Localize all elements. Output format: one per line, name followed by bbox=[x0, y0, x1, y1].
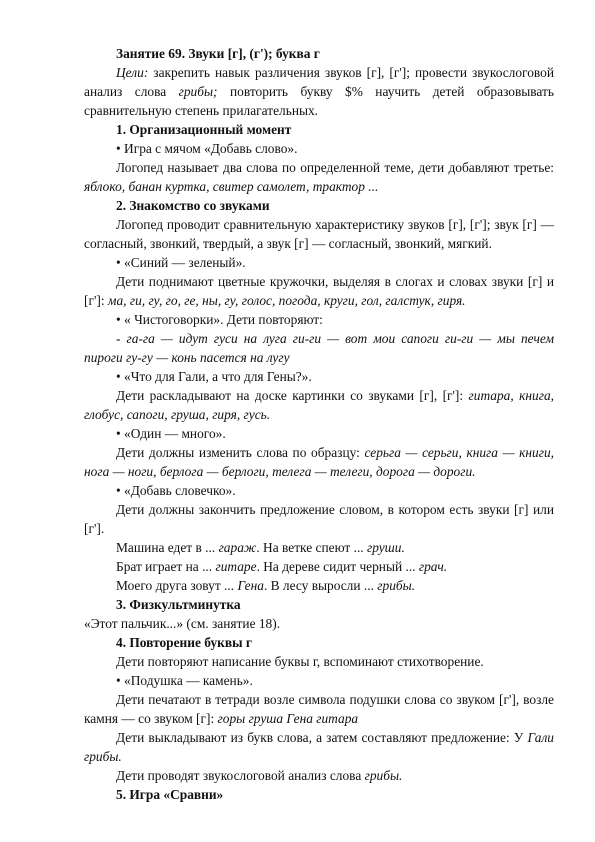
game3-text: Дети раскладывают на доске картинки со звуками [г], [г']: bbox=[116, 388, 469, 403]
section-1-text bbox=[84, 158, 554, 196]
chistogovorki-text: - га-га — идут гуси на луга ги-ги — вот мои сапоги ги-ги — мы печем пироги гу-гу — конь пасется на лугу bbox=[84, 331, 554, 365]
sentence-part: Брат играет на ... bbox=[116, 559, 216, 574]
sentence-part: . На ветке спеют ... bbox=[256, 540, 367, 555]
sentence-answer: груши. bbox=[367, 540, 405, 555]
section-4-heading: 4. Повторение буквы г bbox=[116, 635, 252, 650]
sentence-building-text: Дети выкладывают из букв слова, а затем составляют предложение: У bbox=[116, 730, 528, 745]
game-podushka-kamen: • «Подушка — камень». bbox=[116, 673, 253, 688]
podushka-text: Дети печатают в тетради возле символа подушки слова со звуком [г'], возле камня — со звуком [г]: bbox=[84, 692, 554, 726]
section-1-heading: 1. Организационный момент bbox=[116, 122, 292, 137]
game-sinij-zelenyj: • «Синий — зеленый». bbox=[116, 255, 246, 270]
game1-text: Дети поднимают цветные кружочки, выделяя в слогах и словах звуки [г] и [г']: bbox=[84, 274, 554, 308]
sentence-answer: грибы. bbox=[377, 578, 416, 593]
game-sinij-zelenyj-text bbox=[84, 272, 554, 310]
section-4-text: Дети повторяют написание буквы г, вспоминают стихотворение. bbox=[116, 654, 484, 669]
section-1-game: • Игра с мячом «Добавь слово». bbox=[116, 141, 298, 156]
sentence-part: . На дереве сидит черный ... bbox=[256, 559, 419, 574]
sentence-line bbox=[84, 557, 554, 576]
goals-text: закрепить навык различения звуков [г], [г']; провести звукослоговой анализ слова bbox=[84, 65, 554, 99]
section-3-heading: 3. Физкультминутка bbox=[116, 597, 241, 612]
sentence-part: Моего друга зовут ... bbox=[116, 578, 238, 593]
game4-text: Дети должны изменить слова по образцу: bbox=[116, 445, 365, 460]
sentence-building-words: Гали грибы. bbox=[84, 730, 554, 764]
sound-analysis-text: Дети проводят звукослоговой анализ слова bbox=[116, 768, 365, 783]
game-chistogovorki: • « Чистоговорки». Дети повторяют: bbox=[116, 312, 323, 327]
document-page bbox=[84, 44, 554, 804]
section-1-examples: яблоко, банан куртка, свитер самолет, трактор ... bbox=[84, 179, 379, 194]
game-dobav-slovechko: • «Добавь словечко». bbox=[116, 483, 236, 498]
game-galya-gena: • «Что для Гали, а что для Гены?». bbox=[116, 369, 312, 384]
sentence-answer: грач. bbox=[418, 559, 448, 574]
game4-words: серьга — серьги, книга — книги, нога — ноги, берлога — берлоги, телега — телеги, дорога — дороги. bbox=[84, 445, 554, 479]
section-2-heading: 2. Знакомство со звуками bbox=[116, 198, 270, 213]
sentence-line bbox=[84, 538, 554, 557]
section-5-heading: 5. Игра «Сравни» bbox=[116, 787, 224, 802]
sentence-answer: гитаре bbox=[215, 559, 257, 574]
game1-words: ма, ги, гу, го, ге, ны, гу, голос, погода, круги, гол, галстук, гиря. bbox=[107, 293, 466, 308]
goals-word: грибы; bbox=[178, 84, 218, 99]
goals-label: Цели: bbox=[116, 65, 149, 80]
sentence-part: . В лесу выросли ... bbox=[263, 578, 378, 593]
sentence-answer: Гена bbox=[237, 578, 264, 593]
sentence-answer: гараж bbox=[218, 540, 257, 555]
sentence-part: Машина едет в ... bbox=[116, 540, 219, 555]
sound-analysis bbox=[84, 766, 554, 785]
section-1-text-main: Логопед называет два слова по определенной теме, дети добавляют третье: bbox=[116, 160, 554, 175]
game3-words: гитара, книга, глобус, сапоги, груша, гиря, гусь. bbox=[84, 388, 554, 422]
game-galya-gena-text bbox=[84, 386, 554, 424]
game-podushka-kamen-text bbox=[84, 690, 554, 728]
game-dobav-slovechko-text: Дети должны закончить предложение словом, в котором есть звуки [г] или [г']. bbox=[84, 502, 554, 536]
section-3-text: «Этот пальчик...» (см. занятие 18). bbox=[84, 616, 281, 631]
goals-tail: повторить букву $% научить детей образовывать сравнительную степень прилагательных. bbox=[84, 84, 554, 118]
podushka-words: горы груша Гена гитара bbox=[217, 711, 359, 726]
sentence-line bbox=[84, 576, 554, 595]
game-odin-mnogo: • «Один — много». bbox=[116, 426, 226, 441]
lesson-title: Занятие 69. Звуки [г], (г'); буква г bbox=[116, 46, 320, 61]
sound-analysis-word: грибы. bbox=[364, 768, 403, 783]
section-2-text: Логопед проводит сравнительную характеристику звуков [г], [г']; звук [г] — согласный, звонкий, твердый, а звук [г] — согласный, звонкий, мягкий. bbox=[84, 217, 554, 251]
game-odin-mnogo-text bbox=[84, 443, 554, 481]
sentence-building bbox=[84, 728, 554, 766]
lesson-goals bbox=[84, 63, 554, 120]
